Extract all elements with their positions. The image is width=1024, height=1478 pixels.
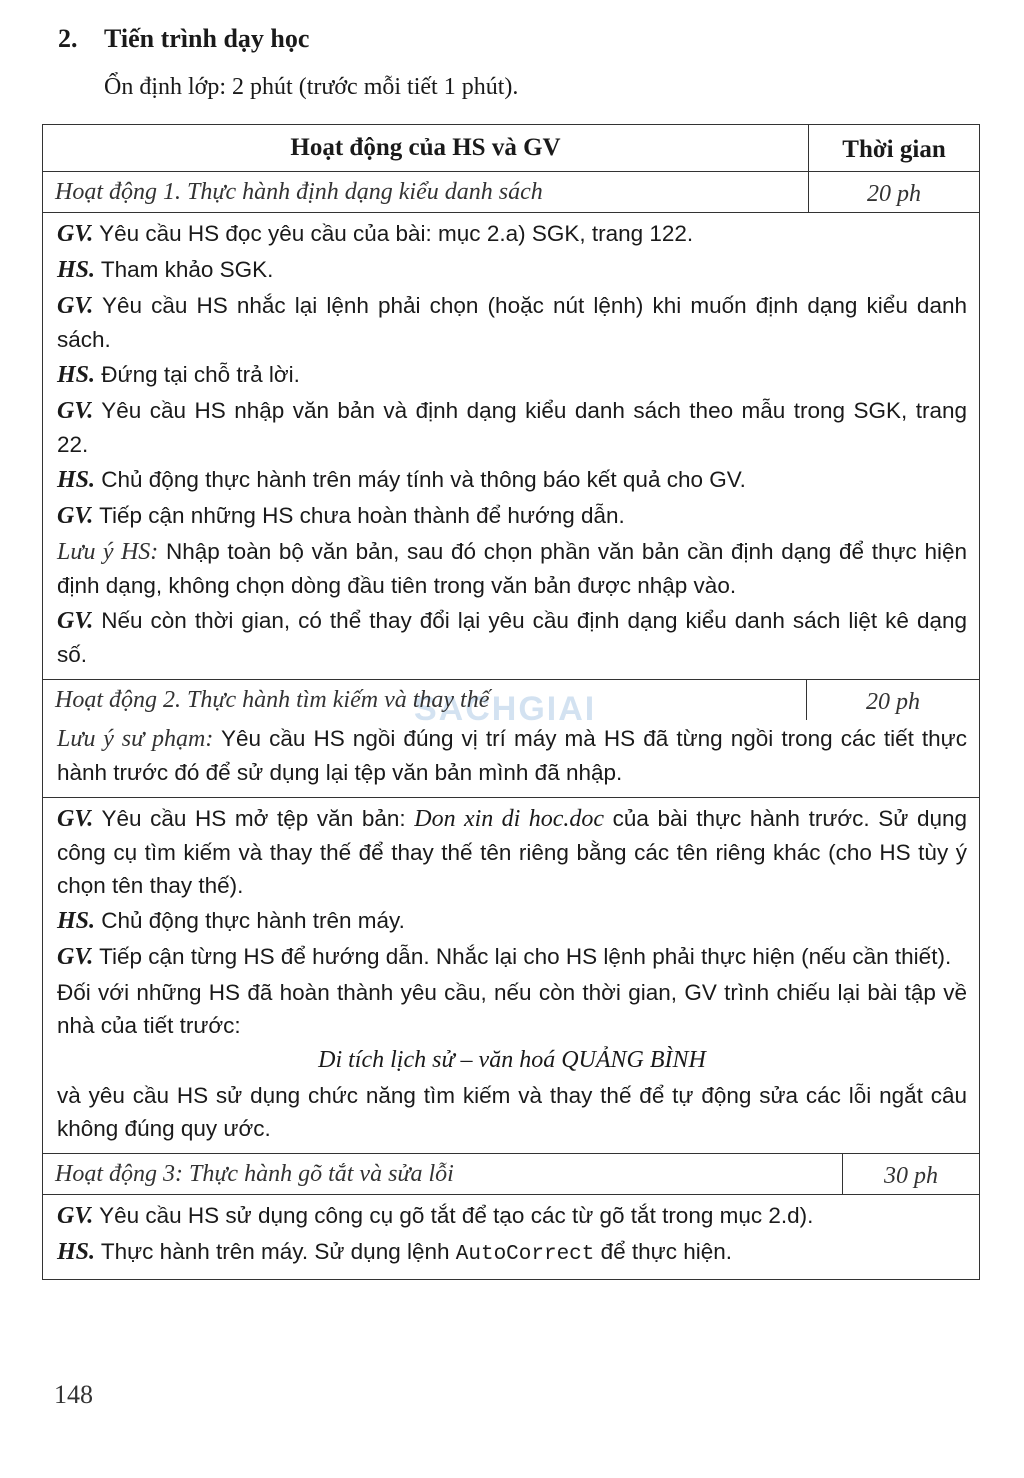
intro-text: Ổn định lớp: 2 phút (trước mỗi tiết 1 phút). [104,74,519,100]
activity-2-title: Hoạt động 2. Thực hành tìm kiếm và thay thế [43,680,807,720]
a1-p6: HS. Chủ động thực hành trên máy tính và thông báo kết quả cho GV. [57,467,746,493]
a1-p7: GV. Tiếp cận những HS chưa hoàn thành để hướng dẫn. [57,503,625,529]
a1-p5: GV. Yêu cầu HS nhập văn bản và định dạng kiểu danh sách theo mẫu trong SGK, trang 22. [57,398,967,457]
a2-p6: và yêu cầu HS sử dụng chức năng tìm kiếm và thay thế để tự động sửa các lỗi ngắt câu không đúng quy ước. [57,1083,967,1141]
a1-p4: HS. Đứng tại chỗ trả lời. [57,362,300,388]
section-title: Tiến trình dạy học [104,24,310,53]
header-time: Thời gian [842,136,946,163]
a2-quoted-title: Di tích lịch sử – văn hoá QUẢNG BÌNH [318,1047,706,1073]
a2-p4: Đối với những HS đã hoàn thành yêu cầu, nếu còn thời gian, GV trình chiếu lại bài tập về nhà của tiết trước: [57,980,967,1038]
activity-3-title: Hoạt động 3: Thực hành gõ tắt và sửa lỗi [43,1154,843,1194]
a2-p3: GV. Tiếp cận từng HS để hướng dẫn. Nhắc lại cho HS lệnh phải thực hiện (nếu cần thiết). [57,944,952,970]
activity-1-time: 20 ph [867,181,921,207]
a3-p2: HS. Thực hành trên máy. Sử dụng lệnh AutoCorrect để thực hiện. [57,1239,733,1266]
activity-3-time: 30 ph [884,1163,938,1189]
activity-2-block [43,680,979,798]
activity-2-note: Lưu ý sư phạm: Yêu cầu HS ngồi đúng vị trí máy mà HS đã từng ngồi trong các tiết thực hành trước đó để sử dụng lại tệp văn bản mình đã nhập. [57,726,967,785]
page-number: 148 [54,1380,93,1409]
activity-3-body [43,1195,979,1279]
activity-1-title-row [43,172,979,213]
activity-1-title: Hoạt động 1. Thực hành định dạng kiểu danh sách [43,172,809,212]
watermark-logo: SACHGIAI [414,690,597,728]
section-heading [58,24,309,54]
activity-2-time: 20 ph [866,689,920,715]
a1-p8: Lưu ý HS: Nhập toàn bộ văn bản, sau đó chọn phần văn bản cần định dạng để thực hiện định dạng, không chọn dòng đầu tiên trong văn bản được nhập vào. [57,539,967,598]
a2-p2: HS. Chủ động thực hành trên máy. [57,908,405,934]
a3-p1: GV. Yêu cầu HS sử dụng công cụ gõ tắt để tạo các từ gõ tắt trong mục 2.d). [57,1203,814,1229]
activity-3-title-row [43,1154,979,1195]
activity-2-body [43,798,979,1154]
activity-table [42,124,980,1280]
section-number: 2. [58,24,78,53]
a2-p1: GV. Yêu cầu HS mở tệp văn bản: Don xin di hoc.doc của bài thực hành trước. Sử dụng công cụ tìm kiếm và thay thế để thay thế tên riêng bằng các tên riêng khác (cho HS tùy ý chọn tên thay thế). [57,806,968,898]
a1-p3: GV. Yêu cầu HS nhắc lại lệnh phải chọn (hoặc nút lệnh) khi muốn định dạng kiểu danh sách. [57,293,967,352]
activity-1-body [43,213,979,680]
a1-p9: GV. Nếu còn thời gian, có thể thay đổi lại yêu cầu định dạng kiểu danh sách liệt kê dạng số. [57,608,967,667]
a1-p2: HS. Tham khảo SGK. [57,257,274,283]
a1-p1: GV. Yêu cầu HS đọc yêu cầu của bài: mục 2.a) SGK, trang 122. [57,221,694,247]
header-activities: Hoạt động của HS và GV [43,125,809,171]
table-header-row [43,125,979,172]
